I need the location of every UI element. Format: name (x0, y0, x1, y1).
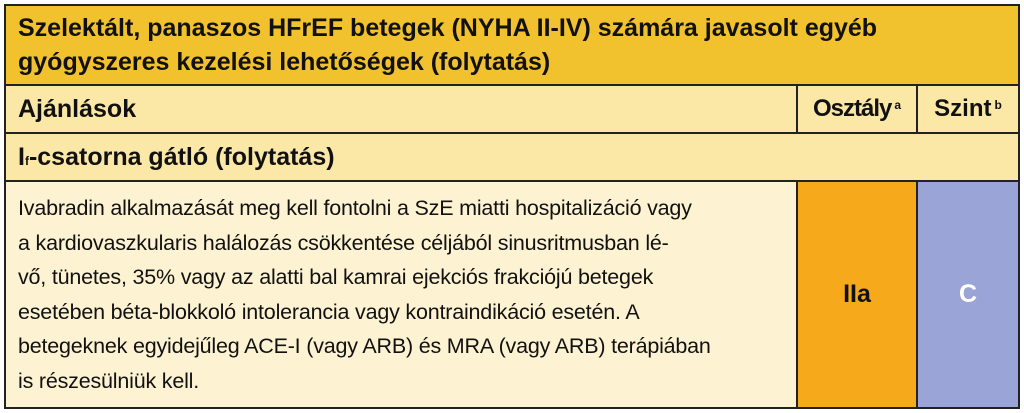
recommendation-line: esetében béta-blokkoló intolerancia vagy kontraindikáció esetén. A (18, 299, 640, 324)
table-title (6, 6, 1018, 86)
header-level (916, 86, 1018, 132)
recommendation-line: Ivabradin alkalmazását meg kell fontolni a SzE miatti hospitalizáció vagy (18, 196, 692, 220)
table-title-line-2: gyógyszeres kezelési lehetőségek (folytatás) (18, 48, 551, 76)
section-heading-subscript: f (24, 154, 29, 168)
section-heading-prefix: I (18, 143, 25, 171)
recommendations-table (4, 4, 1020, 409)
class-cell: IIa (796, 182, 916, 407)
header-recommendations: Ajánlások (18, 95, 137, 123)
header-level-label: Szint (934, 95, 992, 122)
table-title-line-1: Szelektált, panaszos HFrEF betegek (NYHA II-IV) számára javasolt egyéb (18, 14, 878, 42)
header-class-label: Osztály (812, 95, 892, 122)
recommendation-line: betegeknek egyidejűleg ACE-I (vagy ARB) és MRA (vagy ARB) terápiában (18, 334, 711, 358)
header-class-footnote: a (894, 98, 902, 112)
header-class (796, 86, 916, 132)
table-row (6, 182, 1018, 407)
recommendation-line: is részesülniük kell. (18, 368, 200, 393)
recommendation-line: vő, tünetes, 35% vagy az alatti bal kamrai ejekciós frakciójú betegek (18, 265, 654, 289)
recommendation-line: a kardiovaszkularis halálozás csökkentése céljából sinusritmusban lé- (18, 230, 669, 255)
recommendation-text (6, 182, 796, 407)
section-heading (6, 134, 1018, 182)
header-level-footnote: b (994, 98, 1002, 112)
section-heading-text: -csatorna gátló (folytatás) (28, 143, 335, 171)
table-header-row (6, 86, 1018, 134)
level-cell: C (916, 182, 1018, 407)
